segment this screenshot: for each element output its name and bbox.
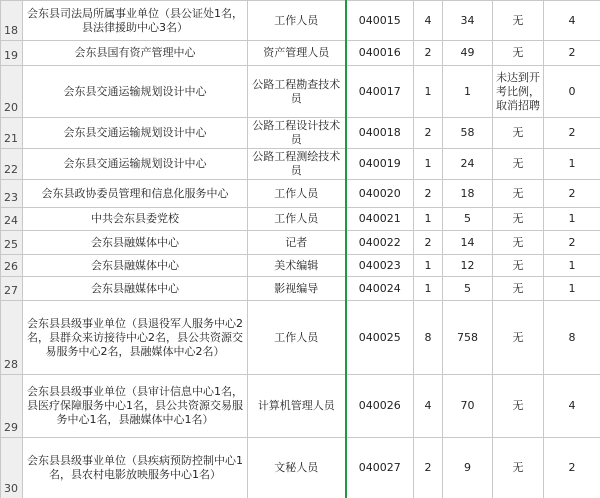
code-cell[interactable]: 040022 xyxy=(346,231,414,255)
unit-cell[interactable]: 会东县县级事业单位（县退役军人服务中心2名，县群众来访接待中心2名，县公共资源交易服务中心2名，县融媒体中心2名） xyxy=(23,301,248,375)
plan-cell[interactable]: 4 xyxy=(414,1,443,41)
position-cell[interactable]: 工作人员 xyxy=(248,180,346,208)
unit-cell[interactable]: 会东县政协委员管理和信息化服务中心 xyxy=(23,180,248,208)
table-row xyxy=(1,66,600,118)
code-cell[interactable]: 040023 xyxy=(346,255,414,277)
applicants-cell[interactable]: 12 xyxy=(443,255,493,277)
plan-cell[interactable]: 1 xyxy=(414,149,443,180)
unit-cell[interactable]: 会东县县级事业单位（县疾病预防控制中心1名，县农村电影放映服务中心1名） xyxy=(23,438,248,498)
plan-cell[interactable]: 2 xyxy=(414,118,443,149)
row-number[interactable]: 28 xyxy=(1,301,23,375)
position-cell[interactable]: 公路工程测绘技术员 xyxy=(248,149,346,180)
table-row xyxy=(1,301,600,375)
note-cell[interactable]: 无 xyxy=(493,255,544,277)
position-cell[interactable]: 影视编导 xyxy=(248,277,346,301)
code-cell[interactable]: 040020 xyxy=(346,180,414,208)
position-cell[interactable]: 工作人员 xyxy=(248,301,346,375)
plan-cell[interactable]: 8 xyxy=(414,301,443,375)
code-cell[interactable]: 040019 xyxy=(346,149,414,180)
position-cell[interactable]: 计算机管理人员 xyxy=(248,375,346,438)
row-number[interactable]: 18 xyxy=(1,1,23,41)
row-number[interactable]: 21 xyxy=(1,118,23,149)
plan-cell[interactable]: 1 xyxy=(414,66,443,118)
note-cell[interactable]: 无 xyxy=(493,375,544,438)
passed-cell[interactable]: 4 xyxy=(544,375,600,438)
position-cell[interactable]: 公路工程设计技术员 xyxy=(248,118,346,149)
passed-cell[interactable]: 2 xyxy=(544,438,600,498)
passed-cell[interactable]: 1 xyxy=(544,277,600,301)
passed-cell[interactable]: 1 xyxy=(544,255,600,277)
table-row xyxy=(1,41,600,66)
table-row xyxy=(1,1,600,41)
passed-cell[interactable]: 8 xyxy=(544,301,600,375)
position-cell[interactable]: 文秘人员 xyxy=(248,438,346,498)
applicants-cell[interactable]: 49 xyxy=(443,41,493,66)
row-number[interactable]: 22 xyxy=(1,149,23,180)
note-cell[interactable]: 无 xyxy=(493,180,544,208)
plan-cell[interactable]: 1 xyxy=(414,277,443,301)
row-number[interactable]: 24 xyxy=(1,208,23,231)
plan-cell[interactable]: 2 xyxy=(414,438,443,498)
position-cell[interactable]: 资产管理人员 xyxy=(248,41,346,66)
applicants-cell[interactable]: 34 xyxy=(443,1,493,41)
table-body xyxy=(1,1,600,498)
code-cell[interactable]: 040026 xyxy=(346,375,414,438)
passed-cell[interactable]: 2 xyxy=(544,41,600,66)
unit-cell[interactable]: 会东县县级事业单位（县审计信息中心1名，县医疗保障服务中心1名，县公共资源交易服务中心1名，县融媒体中心1名） xyxy=(23,375,248,438)
note-cell[interactable]: 无 xyxy=(493,149,544,180)
row-number[interactable]: 19 xyxy=(1,41,23,66)
table-row xyxy=(1,255,600,277)
applicants-cell[interactable]: 758 xyxy=(443,301,493,375)
unit-cell[interactable]: 会东县交通运输规划设计中心 xyxy=(23,66,248,118)
code-cell[interactable]: 040024 xyxy=(346,277,414,301)
row-number[interactable]: 27 xyxy=(1,277,23,301)
note-cell[interactable]: 无 xyxy=(493,1,544,41)
unit-cell[interactable]: 中共会东县委党校 xyxy=(23,208,248,231)
passed-cell[interactable]: 2 xyxy=(544,231,600,255)
note-cell[interactable]: 未达到开考比例，取消招聘 xyxy=(493,66,544,118)
code-cell[interactable]: 040018 xyxy=(346,118,414,149)
row-number[interactable]: 26 xyxy=(1,255,23,277)
unit-cell[interactable]: 会东县国有资产管理中心 xyxy=(23,41,248,66)
unit-cell[interactable]: 会东县交通运输规划设计中心 xyxy=(23,149,248,180)
unit-cell[interactable]: 会东县融媒体中心 xyxy=(23,231,248,255)
plan-cell[interactable]: 2 xyxy=(414,231,443,255)
note-cell[interactable]: 无 xyxy=(493,41,544,66)
applicants-cell[interactable]: 9 xyxy=(443,438,493,498)
applicants-cell[interactable]: 58 xyxy=(443,118,493,149)
unit-cell[interactable]: 会东县司法局所属事业单位（县公证处1名，县法律援助中心3名） xyxy=(23,1,248,41)
passed-cell[interactable]: 4 xyxy=(544,1,600,41)
row-number[interactable]: 23 xyxy=(1,180,23,208)
table-row xyxy=(1,149,600,180)
applicants-cell[interactable]: 5 xyxy=(443,277,493,301)
passed-cell[interactable]: 1 xyxy=(544,208,600,231)
table-row xyxy=(1,180,600,208)
code-cell[interactable]: 040016 xyxy=(346,41,414,66)
note-cell[interactable]: 无 xyxy=(493,208,544,231)
applicants-cell[interactable]: 18 xyxy=(443,180,493,208)
applicants-cell[interactable]: 1 xyxy=(443,66,493,118)
row-number[interactable]: 30 xyxy=(1,438,23,498)
table-row xyxy=(1,375,600,438)
position-cell[interactable]: 工作人员 xyxy=(248,208,346,231)
position-cell[interactable]: 记者 xyxy=(248,231,346,255)
unit-cell[interactable]: 会东县融媒体中心 xyxy=(23,255,248,277)
position-cell[interactable]: 公路工程勘查技术员 xyxy=(248,66,346,118)
passed-cell[interactable]: 2 xyxy=(544,118,600,149)
plan-cell[interactable]: 1 xyxy=(414,208,443,231)
plan-cell[interactable]: 2 xyxy=(414,41,443,66)
table-row xyxy=(1,208,600,231)
code-cell[interactable]: 040021 xyxy=(346,208,414,231)
passed-cell[interactable]: 1 xyxy=(544,149,600,180)
table-row xyxy=(1,438,600,498)
note-cell[interactable]: 无 xyxy=(493,231,544,255)
code-cell[interactable]: 040025 xyxy=(346,301,414,375)
code-cell[interactable]: 040027 xyxy=(346,438,414,498)
passed-cell[interactable]: 2 xyxy=(544,180,600,208)
table-row xyxy=(1,118,600,149)
applicants-cell[interactable]: 5 xyxy=(443,208,493,231)
plan-cell[interactable]: 2 xyxy=(414,180,443,208)
table-row xyxy=(1,277,600,301)
note-cell[interactable]: 无 xyxy=(493,438,544,498)
unit-cell[interactable]: 会东县交通运输规划设计中心 xyxy=(23,118,248,149)
row-number[interactable]: 29 xyxy=(1,375,23,438)
position-cell[interactable]: 工作人员 xyxy=(248,1,346,41)
passed-cell[interactable]: 0 xyxy=(544,66,600,118)
code-cell[interactable]: 040017 xyxy=(346,66,414,118)
row-number[interactable]: 25 xyxy=(1,231,23,255)
note-cell[interactable]: 无 xyxy=(493,301,544,375)
plan-cell[interactable]: 1 xyxy=(414,255,443,277)
note-cell[interactable]: 无 xyxy=(493,277,544,301)
applicants-cell[interactable]: 14 xyxy=(443,231,493,255)
applicants-cell[interactable]: 70 xyxy=(443,375,493,438)
plan-cell[interactable]: 4 xyxy=(414,375,443,438)
position-cell[interactable]: 美术编辑 xyxy=(248,255,346,277)
table-row xyxy=(1,231,600,255)
applicants-cell[interactable]: 24 xyxy=(443,149,493,180)
code-cell[interactable]: 040015 xyxy=(346,1,414,41)
row-number[interactable]: 20 xyxy=(1,66,23,118)
unit-cell[interactable]: 会东县融媒体中心 xyxy=(23,277,248,301)
note-cell[interactable]: 无 xyxy=(493,118,544,149)
